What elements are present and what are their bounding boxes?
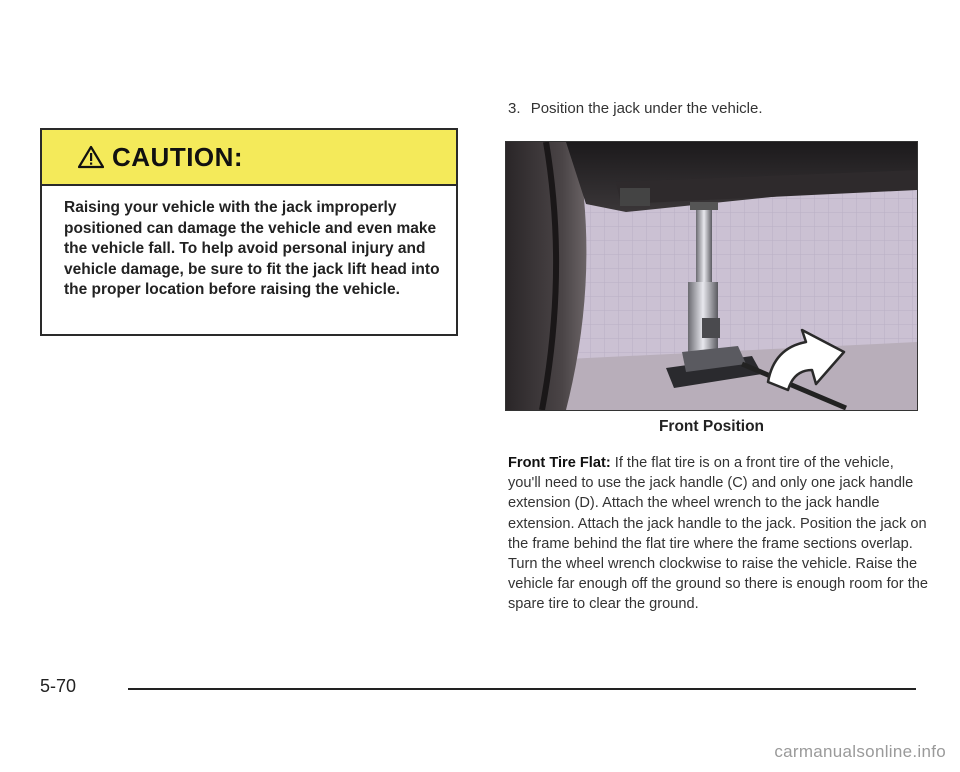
paragraph-text: If the flat tire is on a front tire of the vehicle, you'll need to use the jack handle (C) and only one jack handle extension (D). Attach the wheel wrench to the jack handle extension. Attach the jack handle to the jack. Position the jack on the frame behind the flat tire where the frame sections overlap. Turn the wheel wrench clockwise to raise the vehicle. Raise the vehicle far enough off the ground so there is enough room for the spare tire to clear the ground. [508,455,928,613]
step-number: 3. [508,100,521,117]
figure-caption: Front Position [658,418,765,435]
footer-rule [128,688,916,690]
step-instruction [508,100,763,117]
caution-title: CAUTION: [112,141,244,172]
watermark-text: carmanualsonline.info [774,742,946,761]
caution-header [42,130,456,186]
front-tire-flat-paragraph [508,453,928,615]
caution-text: Raising your vehicle with the jack improperly positioned can damage the vehicle and even make the vehicle fall. To help avoid personal injury and vehicle damage, be sure to fit the jack lift head into the proper location before raising the vehicle. [64,199,440,298]
page-number: 5-70 [40,676,77,696]
step-text: Position the jack under the vehicle. [530,100,763,117]
jack-position-photo [505,141,918,411]
caution-box [40,128,458,336]
paragraph-lead: Front Tire Flat: [508,455,611,471]
warning-triangle-icon [78,145,104,169]
